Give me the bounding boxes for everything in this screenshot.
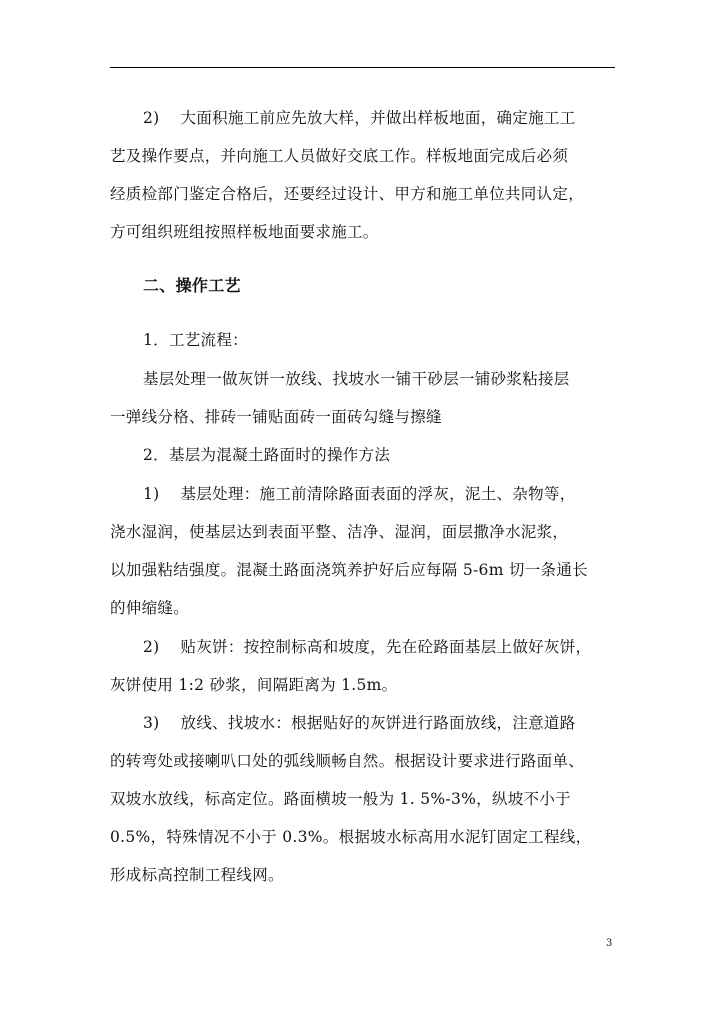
page-number: 3 [606,938,613,949]
subsection-heading: 2．基层为混凝土路面时的操作方法 [143,446,391,464]
paragraph-line: 3) 放线、找坡水：根据贴好的灰饼进行路面放线，注意道路 [143,714,576,732]
header-rule [110,67,615,68]
paragraph-line: 艺及操作要点，并向施工人员做好交底工作。样板地面完成后必须 [110,147,569,165]
paragraph-line: 一弹线分格、排砖一铺贴面砖一面砖勾缝与擦缝 [110,408,442,426]
paragraph-line: 形成标高控制工程线网。 [110,866,284,884]
paragraph-line: 以加强粘结强度。混凝土路面浇筑养护好后应每隔 5-6m 切一条通长 [110,561,588,579]
section-heading: 二、操作工艺 [143,276,241,295]
paragraph-line: 方可组织班组按照样板地面要求施工。 [110,223,379,241]
paragraph-line: 浇水湿润，使基层达到表面平整、洁净、湿润，面层撒净水泥浆， [110,523,569,541]
paragraph-line: 经质检部门鉴定合格后，还要经过设计、甲方和施工单位共同认定， [110,185,585,203]
paragraph-line: 1) 基层处理：施工前清除路面表面的浮灰，泥土、杂物等， [143,485,576,503]
paragraph-line: 基层处理一做灰饼一放线、找坡水一铺干砂层一铺砂浆粘接层 [143,370,570,388]
paragraph-line: 2) 大面积施工前应先放大样，并做出样板地面，确定施工工 [143,109,576,127]
subsection-heading: 1．工艺流程： [143,331,248,349]
paragraph-line: 灰饼使用 1:2 砂浆，间隔距离为 1.5m。 [110,676,398,694]
paragraph-line: 2) 贴灰饼：按控制标高和坡度，先在砼路面基层上做好灰饼， [143,638,592,656]
paragraph-line: 的转弯处或接喇叭口处的弧线顺畅自然。根据设计要求进行路面单、 [110,752,585,770]
paragraph-line: 双坡水放线，标高定位。路面横坡一般为 1. 5%-3%，纵坡不小于 [110,790,571,808]
paragraph-line: 0.5%，特殊情况不小于 0.3%。根据坡水标高用水泥钉固定工程线， [110,828,592,846]
paragraph-line: 的伸缩缝。 [110,599,190,617]
